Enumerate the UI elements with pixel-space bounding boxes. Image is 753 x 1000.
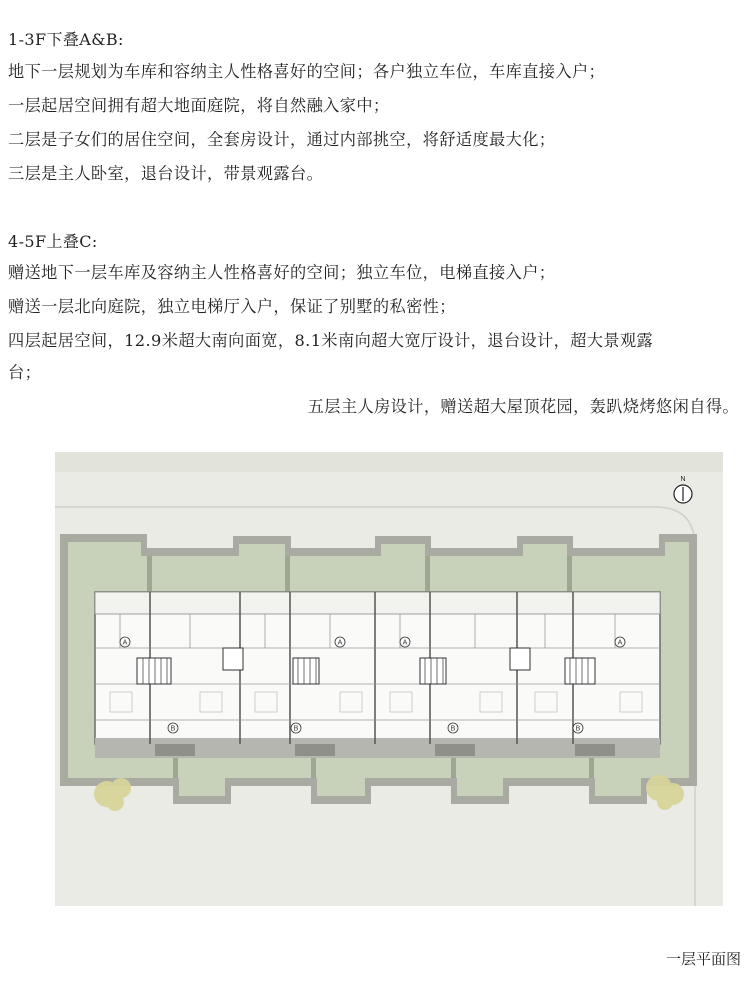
floor-plan: [55, 452, 723, 906]
section-c-line: 五层主人房设计，赠送超大屋顶花园，轰趴烧烤悠闲自得。: [307, 397, 739, 416]
north-corridor: [95, 592, 660, 614]
svg-text:B: B: [170, 725, 176, 733]
section-c-line: 台；: [8, 363, 42, 382]
section-c-line: 赠送一层北向庭院，独立电梯厅入户，保证了别墅的私密性；: [8, 297, 456, 316]
svg-text:B: B: [293, 725, 299, 733]
svg-text:N: N: [680, 476, 686, 483]
svg-text:A: A: [617, 639, 623, 647]
section-c-heading: 4-5F上叠C:: [8, 232, 98, 251]
svg-text:A: A: [402, 639, 408, 647]
section-a-line: 三层是主人卧室，退台设计，带景观露台。: [8, 164, 324, 183]
plan-caption: 一层平面图: [665, 950, 741, 968]
svg-text:A: A: [122, 639, 128, 647]
section-c-line: 四层起居空间，12.9米超大南向面宽，8.1米南向超大宽厅设计，退台设计，超大景观露: [8, 331, 654, 350]
svg-text:B: B: [575, 725, 581, 733]
section-a-line: 一层起居空间拥有超大地面庭院，将自然融入家中；: [8, 96, 390, 115]
section-c-line: 赠送地下一层车库及容纳主人性格喜好的空间；独立车位，电梯直接入户；: [8, 263, 556, 282]
section-a-heading: 1-3F下叠A&B:: [8, 30, 124, 49]
svg-text:B: B: [450, 725, 456, 733]
section-a-line: 地下一层规划为车库和容纳主人性格喜好的空间；各户独立车位，车库直接入户；: [8, 62, 606, 81]
street-band: [55, 452, 723, 472]
svg-text:A: A: [337, 639, 343, 647]
section-a-line: 二层是子女们的居住空间，全套房设计，通过内部挑空，将舒适度最大化；: [8, 130, 556, 149]
